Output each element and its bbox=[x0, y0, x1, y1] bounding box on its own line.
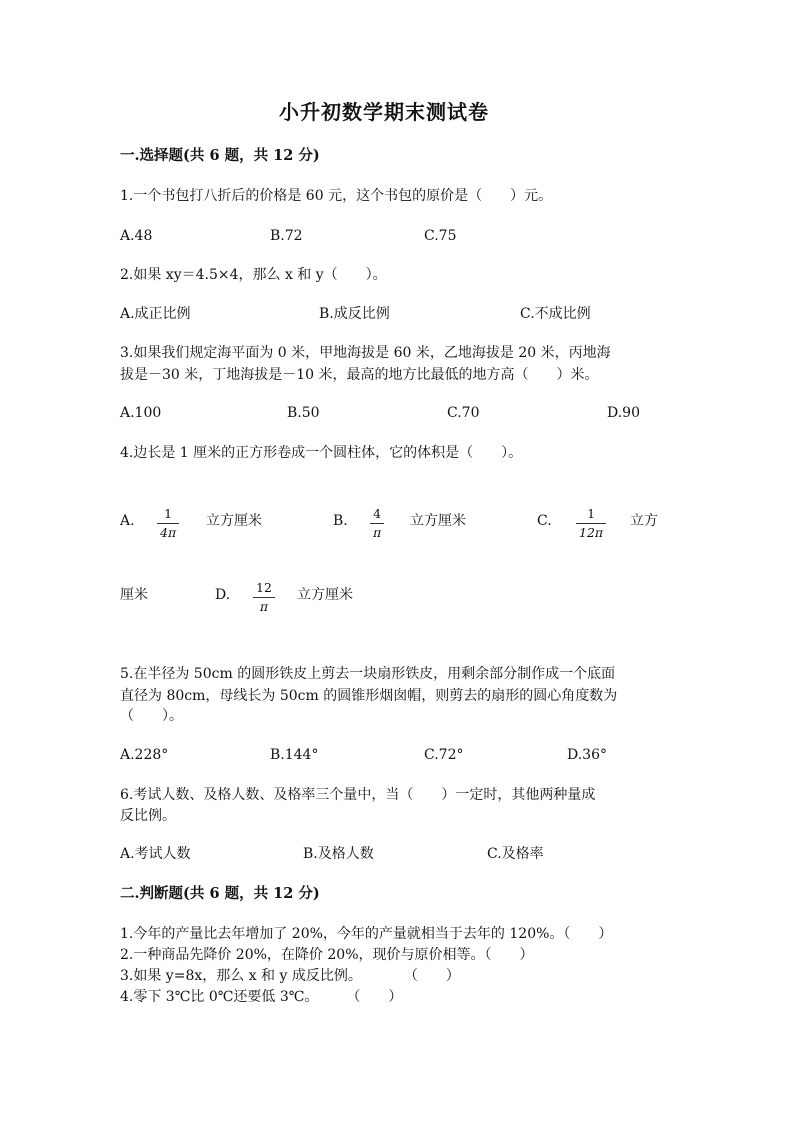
q2-option-c[interactable]: C.不成比例 bbox=[520, 306, 591, 322]
q5-option-d[interactable]: D.36° bbox=[567, 747, 607, 763]
q4-option-d-fraction bbox=[253, 580, 275, 615]
q5-option-a[interactable]: A.228° bbox=[120, 747, 169, 763]
q6-option-c[interactable]: C.及格率 bbox=[487, 846, 544, 862]
q3-option-c[interactable]: C.70 bbox=[447, 405, 480, 421]
q4-option-b-unit: 立方厘米 bbox=[410, 513, 466, 529]
judgement-item-1: 1.今年的产量比去年增加了 20%，今年的产量就相当于去年的 120%。（ ） bbox=[120, 926, 613, 942]
q5-option-c[interactable]: C.72° bbox=[424, 747, 464, 763]
q4-option-c-label[interactable]: C. bbox=[537, 513, 552, 529]
q3-option-a[interactable]: A.100 bbox=[120, 405, 162, 421]
q1-option-b[interactable]: B.72 bbox=[270, 228, 303, 244]
fraction-bar bbox=[157, 523, 179, 524]
q4-option-c-unit-start: 立方 bbox=[630, 513, 658, 529]
fraction-bar bbox=[253, 597, 275, 598]
judgement-item-3: 3.如果 y=8x，那么 x 和 y 成反比例。 （ ） bbox=[120, 968, 460, 984]
question-3-line2: 拔是－30 米，丁地海拔是－10 米，最高的地方比最低的地方高（ ）米。 bbox=[120, 367, 599, 383]
q3-option-d[interactable]: D.90 bbox=[607, 405, 640, 421]
q4-option-a-fraction bbox=[157, 506, 179, 541]
q4-option-c-unit-end: 厘米 bbox=[120, 587, 148, 603]
q4-option-b-label[interactable]: B. bbox=[333, 513, 348, 529]
q6-option-b[interactable]: B.及格人数 bbox=[303, 846, 374, 862]
fraction-denominator: π bbox=[259, 599, 269, 614]
q4-option-d-label[interactable]: D. bbox=[215, 587, 231, 603]
q4-option-c-fraction bbox=[576, 506, 606, 541]
fraction-numerator: 1 bbox=[587, 506, 596, 521]
q2-option-a[interactable]: A.成正比例 bbox=[120, 306, 191, 322]
question-4: 4.边长是 1 厘米的正方形卷成一个圆柱体，它的体积是（ ）。 bbox=[120, 445, 523, 461]
question-5-line1: 5.在半径为 50cm 的圆形铁皮上剪去一块扇形铁皮，用剩余部分制作成一个底面 bbox=[120, 666, 616, 682]
question-5-line2: 直径为 80cm，母线长为 50cm 的圆锥形烟囱帽，则剪去的扇形的圆心角度数为 bbox=[120, 688, 618, 704]
q4-option-b-fraction bbox=[370, 506, 384, 541]
fraction-numerator: 12 bbox=[256, 580, 272, 595]
q5-option-b[interactable]: B.144° bbox=[270, 747, 319, 763]
q4-option-a-unit: 立方厘米 bbox=[206, 513, 262, 529]
fraction-denominator: 4π bbox=[160, 525, 177, 540]
question-3-line1: 3.如果我们规定海平面为 0 米，甲地海拔是 60 米，乙地海拔是 20 米，丙地海 bbox=[120, 345, 611, 361]
q2-option-b[interactable]: B.成反比例 bbox=[319, 306, 390, 322]
fraction-denominator: 12π bbox=[579, 525, 604, 540]
judgement-item-4: 4.零下 3℃比 0℃还要低 3℃。 （ ） bbox=[120, 989, 403, 1005]
question-2: 2.如果 xy＝4.5×4，那么 x 和 y（ ）。 bbox=[120, 267, 387, 283]
fraction-bar bbox=[576, 523, 606, 524]
fraction-numerator: 1 bbox=[164, 506, 173, 521]
question-6-line1: 6.考试人数、及格人数、及格率三个量中，当（ ）一定时，其他两种量成 bbox=[120, 787, 596, 803]
question-6-line2: 反比例。 bbox=[120, 808, 176, 824]
q4-option-a-label[interactable]: A. bbox=[120, 513, 135, 529]
question-5-line3: （ ）。 bbox=[120, 708, 183, 724]
q1-option-a[interactable]: A.48 bbox=[120, 228, 153, 244]
fraction-numerator: 4 bbox=[373, 506, 382, 521]
page-title: 小升初数学期末测试卷 bbox=[279, 100, 489, 124]
q1-option-c[interactable]: C.75 bbox=[424, 228, 457, 244]
section-heading-judgement: 二.判断题(共 6 题，共 12 分) bbox=[120, 885, 320, 902]
q4-option-d-unit: 立方厘米 bbox=[297, 587, 353, 603]
section-heading-choice: 一.选择题(共 6 题，共 12 分) bbox=[120, 147, 320, 164]
q6-option-a[interactable]: A.考试人数 bbox=[120, 846, 191, 862]
question-1: 1.一个书包打八折后的价格是 60 元，这个书包的原价是（ ）元。 bbox=[120, 188, 553, 204]
judgement-item-2: 2.一种商品先降价 20%，在降价 20%，现价与原价相等。（ ） bbox=[120, 947, 534, 963]
q3-option-b[interactable]: B.50 bbox=[287, 405, 320, 421]
fraction-bar bbox=[370, 523, 384, 524]
fraction-denominator: π bbox=[373, 525, 382, 540]
